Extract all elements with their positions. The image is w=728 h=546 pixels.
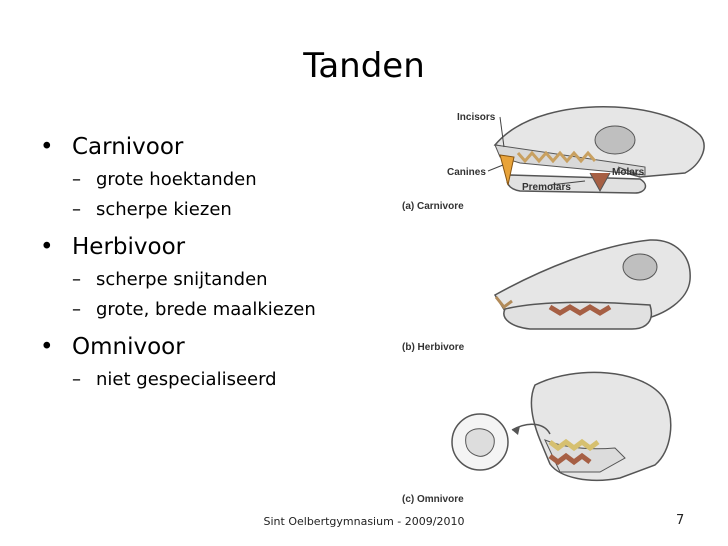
bullet-omnivoor: • Omnivoor — [40, 332, 316, 362]
slide-footer: Sint Oelbertgymnasium - 2009/2010 — [263, 515, 465, 528]
bullet-herbivoor: • Herbivoor — [40, 232, 316, 262]
sub-bullet: – scherpe kiezen — [40, 198, 316, 222]
bullet-list — [40, 132, 316, 392]
omnivore-skull-icon — [400, 360, 720, 505]
carnivore-skull-figure — [400, 95, 720, 220]
label-molars: Molars — [612, 167, 645, 178]
label-incisors: Incisors — [457, 112, 496, 123]
omnivore-skull-figure — [400, 360, 720, 505]
bullet-carnivoor: • Carnivoor — [40, 132, 316, 162]
label-premolars: Premolars — [522, 182, 571, 193]
herbivore-skull-figure — [400, 225, 720, 355]
sub-bullet: – grote hoektanden — [40, 168, 316, 192]
sub-bullet: – grote, brede maalkiezen — [40, 298, 316, 322]
herbivore-skull-icon — [400, 225, 720, 355]
sub-bullet: – scherpe snijtanden — [40, 268, 316, 292]
caption-carnivore: (a) Carnivore — [402, 201, 464, 212]
slide-title: Tanden — [303, 46, 425, 86]
caption-herbivore: (b) Herbivore — [402, 342, 465, 353]
page-number: 7 — [676, 513, 685, 528]
sub-bullet: – niet gespecialiseerd — [40, 368, 316, 392]
label-canines: Canines — [447, 167, 486, 178]
caption-omnivore: (c) Omnivore — [402, 494, 464, 505]
